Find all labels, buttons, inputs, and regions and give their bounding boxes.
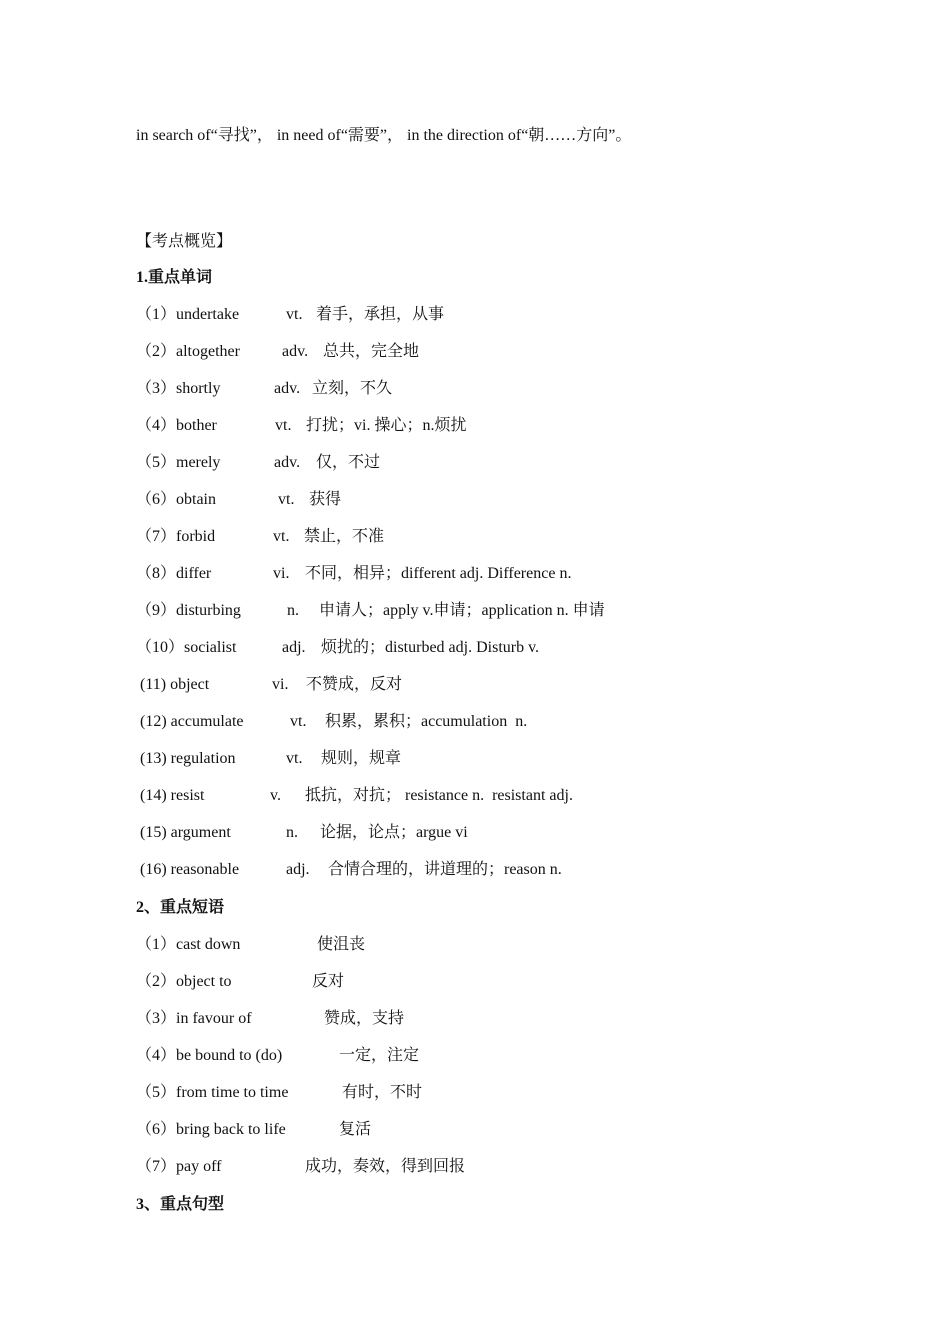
vocab-term: （10）socialist xyxy=(136,639,237,656)
phrase-meaning: 一定，注定 xyxy=(339,1047,420,1064)
vocab-meaning: 申请人；apply v.申请；application n. 申请 xyxy=(319,602,605,619)
intro-paragraph: in search of“寻找”， in need of“需要”， in the direction of“朝……方向”。 xyxy=(136,127,632,144)
vocab-meaning: 论据，论点；argue vi xyxy=(320,824,468,841)
vocab-meaning: 立刻，不久 xyxy=(312,380,393,397)
phrase-meaning: 使沮丧 xyxy=(317,936,366,953)
phrase-term: （6）bring back to life xyxy=(136,1121,286,1138)
vocab-pos: vt. xyxy=(278,491,295,508)
vocab-term: （2）altogether xyxy=(136,343,240,360)
phrase-meaning: 有时，不时 xyxy=(342,1084,423,1101)
phrase-term: （1）cast down xyxy=(136,936,241,953)
vocab-meaning: 禁止，不准 xyxy=(304,528,385,545)
vocab-term: （5）merely xyxy=(136,454,221,471)
vocab-meaning: 合情合理的，讲道理的；reason n. xyxy=(328,861,562,878)
vocab-term: (14) resist xyxy=(136,787,205,804)
vocab-term: （4）bother xyxy=(136,417,217,434)
vocab-meaning: 着手，承担，从事 xyxy=(316,306,445,323)
vocab-pos: adj. xyxy=(282,639,306,656)
vocab-term: (13) regulation xyxy=(136,750,236,767)
vocab-pos: vi. xyxy=(273,565,290,582)
vocab-meaning: 获得 xyxy=(309,491,342,508)
section-title-words: 1.重点单词 xyxy=(136,269,213,286)
vocab-meaning: 烦扰的；disturbed adj. Disturb v. xyxy=(321,639,540,656)
vocab-pos: n. xyxy=(287,602,299,619)
vocab-pos: adv. xyxy=(274,380,301,397)
vocab-term: （1）undertake xyxy=(136,306,240,323)
vocab-term: (11) object xyxy=(136,676,210,693)
vocab-term: (15) argument xyxy=(136,824,231,841)
vocab-meaning: 打扰；vi. 操心；n.烦扰 xyxy=(306,417,467,434)
vocab-term: （7）forbid xyxy=(136,528,216,545)
vocab-term: （9）disturbing xyxy=(136,602,241,619)
overview-title: 【考点概览】 xyxy=(136,233,233,250)
vocab-pos: vt. xyxy=(286,306,303,323)
vocab-pos: n. xyxy=(286,824,298,841)
vocab-term: （6）obtain xyxy=(136,491,216,508)
vocab-meaning: 不同，相异；different adj. Difference n. xyxy=(305,565,572,582)
vocab-meaning: 规则，规章 xyxy=(321,750,402,767)
vocab-meaning: 不赞成，反对 xyxy=(306,676,403,693)
phrase-meaning: 复活 xyxy=(339,1121,372,1138)
phrase-term: （2）object to xyxy=(136,973,232,990)
section-title-sentences: 3、重点句型 xyxy=(136,1196,225,1213)
phrase-term: （4）be bound to (do) xyxy=(136,1047,283,1064)
vocab-meaning: 仅，不过 xyxy=(316,454,381,471)
vocab-pos: vt. xyxy=(275,417,292,434)
vocab-pos: v. xyxy=(270,787,281,804)
vocab-pos: adv. xyxy=(274,454,301,471)
vocab-pos: adv. xyxy=(282,343,309,360)
vocab-pos: adj. xyxy=(286,861,310,878)
vocab-term: （3）shortly xyxy=(136,380,221,397)
phrase-term: （3）in favour of xyxy=(136,1010,252,1027)
vocab-term: （8）differ xyxy=(136,565,212,582)
vocab-meaning: 总共，完全地 xyxy=(323,343,420,360)
vocab-pos: vi. xyxy=(272,676,289,693)
vocab-pos: vt. xyxy=(286,750,303,767)
phrase-meaning: 成功，奏效，得到回报 xyxy=(305,1158,466,1175)
section-title-phrases: 2、重点短语 xyxy=(136,899,225,916)
vocab-meaning: 积累，累积；accumulation n. xyxy=(325,713,528,730)
phrase-term: （5）from time to time xyxy=(136,1084,289,1101)
vocab-meaning: 抵抗，对抗； resistance n. resistant adj. xyxy=(305,787,573,804)
vocab-term: (12) accumulate xyxy=(136,713,244,730)
phrase-term: （7）pay off xyxy=(136,1158,222,1175)
vocab-pos: vt. xyxy=(273,528,290,545)
phrase-meaning: 反对 xyxy=(312,973,345,990)
vocab-pos: vt. xyxy=(290,713,307,730)
phrase-meaning: 赞成，支持 xyxy=(324,1010,405,1027)
vocab-term: (16) reasonable xyxy=(136,861,240,878)
